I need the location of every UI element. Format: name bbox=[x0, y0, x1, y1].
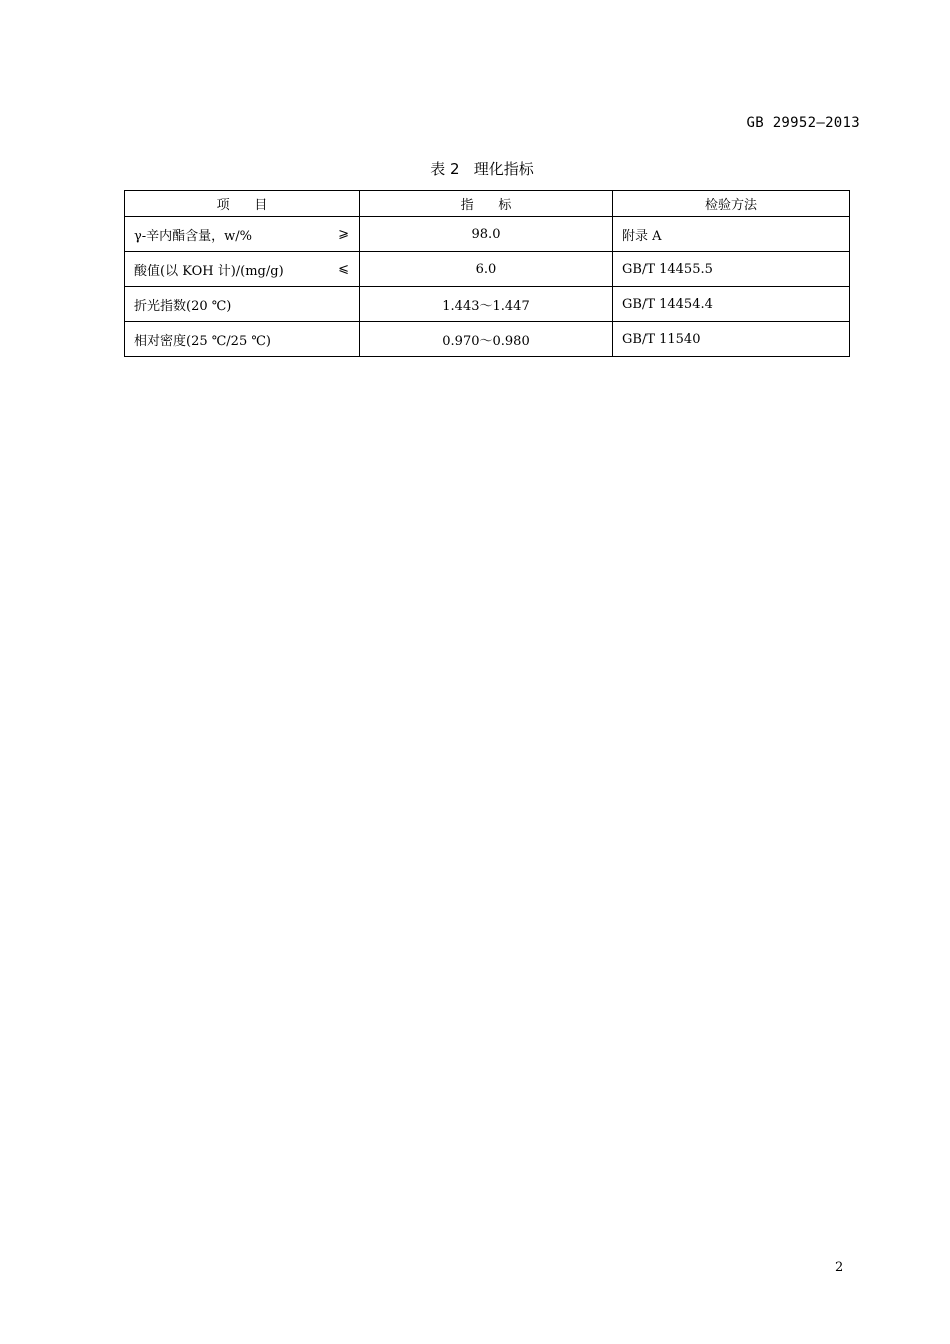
standard-code: GB 29952—2013 bbox=[746, 115, 860, 131]
item-label: 酸值(以 KOH 计)/(mg/g) bbox=[134, 263, 284, 279]
item-label: γ-辛内酯含量，w/% bbox=[134, 228, 253, 244]
method-cell: GB/T 11540 bbox=[613, 322, 850, 357]
value-cell: 0.970～0.980 bbox=[360, 322, 613, 357]
column-header-item: 项 目 bbox=[125, 191, 360, 217]
item-cell bbox=[125, 252, 360, 287]
item-label: 相对密度(25 ℃/25 ℃) bbox=[134, 333, 271, 349]
item-cell bbox=[125, 217, 360, 252]
table-title: 表 2 理化指标 bbox=[430, 160, 534, 178]
comparison-symbol: ⩾ bbox=[338, 226, 349, 242]
value-cell: 98.0 bbox=[360, 217, 613, 252]
table-row bbox=[125, 217, 850, 252]
method-cell: GB/T 14455.5 bbox=[613, 252, 850, 287]
value-cell: 6.0 bbox=[360, 252, 613, 287]
method-cell: GB/T 14454.4 bbox=[613, 287, 850, 322]
item-cell bbox=[125, 287, 360, 322]
comparison-symbol: ⩽ bbox=[338, 261, 349, 277]
item-label: 折光指数(20 ℃) bbox=[134, 298, 232, 314]
table-row bbox=[125, 252, 850, 287]
column-header-value: 指 标 bbox=[360, 191, 613, 217]
table-header-row bbox=[125, 191, 850, 217]
specification-table bbox=[124, 190, 850, 357]
table-row bbox=[125, 322, 850, 357]
column-header-method: 检验方法 bbox=[613, 191, 850, 217]
value-cell: 1.443～1.447 bbox=[360, 287, 613, 322]
item-cell bbox=[125, 322, 360, 357]
table-row bbox=[125, 287, 850, 322]
page-number: 2 bbox=[835, 1260, 844, 1275]
method-cell: 附录 A bbox=[613, 217, 850, 252]
